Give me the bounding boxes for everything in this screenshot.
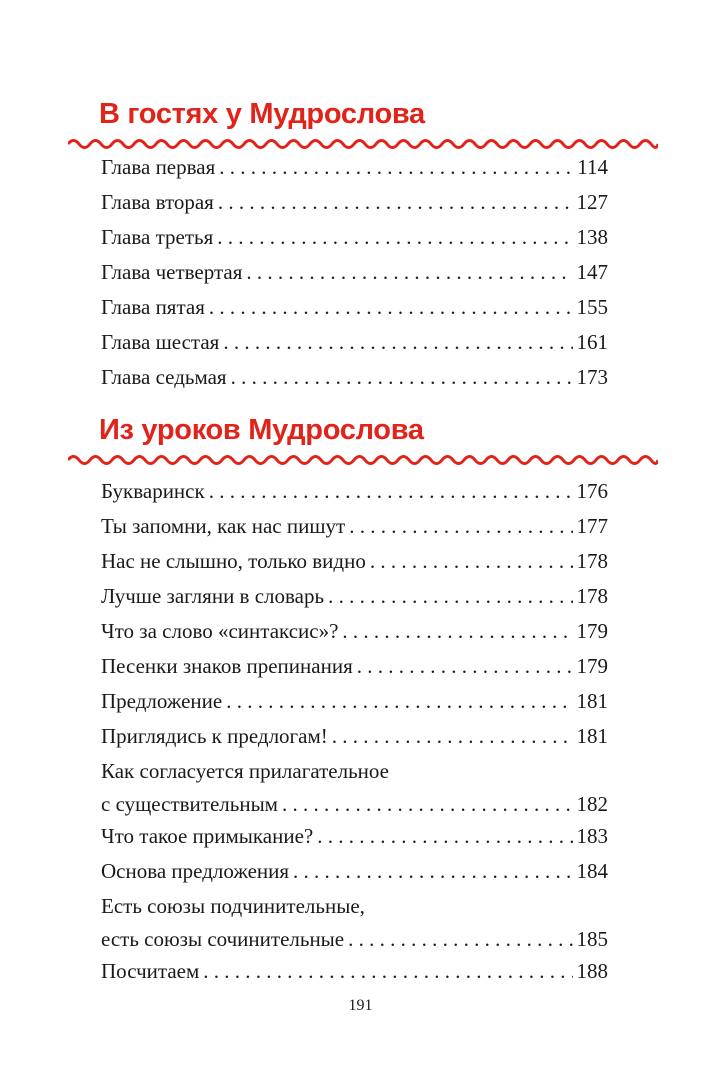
entry-page: 114 (577, 155, 608, 179)
toc-entry[interactable] (101, 185, 608, 220)
entry-label: Что такое примыкание? (101, 824, 314, 848)
dot-leader (317, 819, 572, 854)
toc-list (68, 150, 658, 395)
entry-label: Глава четвертая (101, 260, 243, 284)
toc-entry[interactable] (101, 754, 608, 819)
dot-leader (332, 719, 573, 754)
toc-section-2 (68, 413, 658, 989)
toc-list (68, 474, 658, 989)
toc-entry[interactable] (101, 360, 608, 395)
toc-entry[interactable] (101, 954, 608, 989)
toc-entry[interactable] (101, 509, 608, 544)
section-title: Из уроков Мудрослова (99, 414, 424, 446)
entry-label-line1: Как согласуется прилагательное (101, 759, 389, 783)
toc-entry[interactable] (101, 474, 608, 509)
entry-page: 147 (576, 260, 608, 284)
entry-page: 161 (576, 330, 608, 354)
entry-label: Посчитаем (101, 959, 200, 983)
entry-page: 181 (576, 724, 608, 748)
dot-leader (328, 579, 572, 614)
dot-leader (219, 150, 573, 185)
entry-label: Предложение (101, 689, 223, 713)
entry-page: 185 (576, 927, 608, 951)
entry-page: 178 (576, 549, 608, 573)
entry-label: Песенки знаков препинания (101, 654, 353, 678)
dot-leader (342, 614, 572, 649)
dot-leader (282, 789, 573, 819)
entry-page: 181 (576, 689, 608, 713)
wavy-divider (68, 137, 658, 151)
entry-page: 178 (576, 584, 608, 608)
entry-page: 188 (576, 959, 608, 983)
entry-label: Ты запомни, как нас пишут (101, 514, 346, 538)
entry-page: 177 (576, 514, 608, 538)
toc-entry[interactable] (101, 579, 608, 614)
entry-page: 182 (576, 792, 608, 816)
entry-label: Глава пятая (101, 295, 205, 319)
entry-label: Глава третья (101, 225, 214, 249)
toc-entry[interactable] (101, 719, 608, 754)
entry-label: с существительным (101, 792, 278, 816)
entry-label: есть союзы сочинительные (101, 927, 345, 951)
toc-entry[interactable] (101, 325, 608, 360)
toc-entry[interactable] (101, 889, 608, 954)
dot-leader (348, 924, 572, 954)
toc-entry[interactable] (101, 614, 608, 649)
dot-leader (203, 954, 572, 989)
entry-label: Глава шестая (101, 330, 220, 354)
entry-page: 179 (576, 619, 608, 643)
dot-leader (293, 854, 572, 889)
toc-entry[interactable] (101, 255, 608, 290)
dot-leader (357, 649, 573, 684)
entry-label: Глава первая (101, 155, 216, 179)
entry-label: Основа предложения (101, 859, 290, 883)
entry-page: 155 (576, 295, 608, 319)
entry-label: Глава седьмая (101, 365, 227, 389)
dot-leader (231, 360, 573, 395)
dot-leader (246, 255, 572, 290)
toc-entry[interactable] (101, 290, 608, 325)
entry-label: Лучше загляни в словарь (101, 584, 325, 608)
entry-page: 183 (576, 824, 608, 848)
dot-leader (349, 509, 572, 544)
dot-leader (209, 474, 573, 509)
entry-page: 179 (576, 654, 608, 678)
dot-leader (370, 544, 573, 579)
entry-label: Что за слово «синтаксис»? (101, 619, 339, 643)
wavy-divider (68, 453, 658, 467)
entry-label-line1: Есть союзы подчинительные, (101, 894, 365, 918)
dot-leader (223, 325, 572, 360)
entry-page: 176 (576, 479, 608, 503)
entry-label: Глава вторая (101, 190, 214, 214)
toc-entry[interactable] (101, 220, 608, 255)
toc-entry[interactable] (101, 684, 608, 719)
entry-label: Букваринск (101, 479, 205, 503)
entry-page: 173 (576, 365, 608, 389)
dot-leader (218, 185, 573, 220)
toc-section-1 (68, 97, 658, 395)
entry-page: 138 (576, 225, 608, 249)
toc-entry[interactable] (101, 649, 608, 684)
entry-label: Нас не слышно, только видно (101, 549, 366, 573)
toc-entry[interactable] (101, 150, 608, 185)
dot-leader (217, 220, 572, 255)
entry-page: 127 (576, 190, 608, 214)
dot-leader (209, 290, 573, 325)
page-number: 191 (348, 997, 373, 1014)
toc-entry[interactable] (101, 854, 608, 889)
section-title: В гостях у Мудрослова (99, 98, 425, 130)
entry-label: Приглядись к предлогам! (101, 724, 328, 748)
toc-entry[interactable] (101, 544, 608, 579)
entry-page: 184 (576, 859, 608, 883)
dot-leader (226, 684, 572, 719)
toc-entry[interactable] (101, 819, 608, 854)
